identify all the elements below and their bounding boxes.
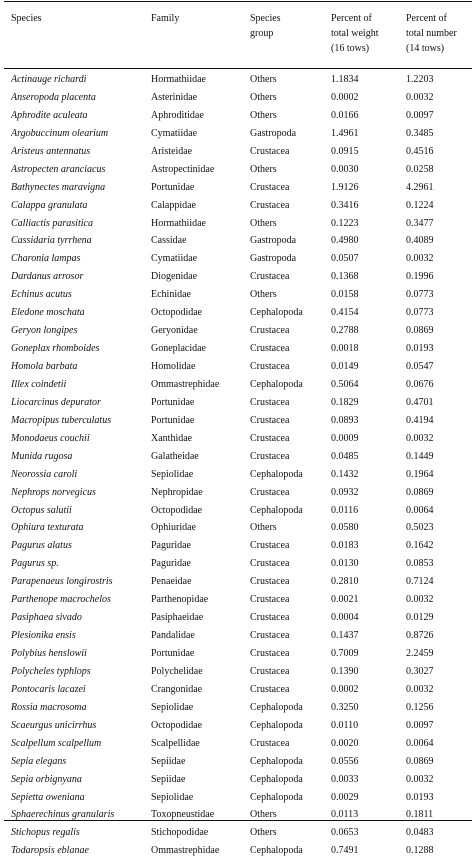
- cell-species-group: Gastropoda: [250, 253, 297, 265]
- cell-percent-number: 0.0869: [406, 755, 434, 767]
- cell-percent-number: 0.5023: [406, 522, 434, 534]
- cell-percent-weight: 0.1368: [331, 271, 359, 283]
- cell-family: Asterinidae: [151, 91, 198, 103]
- cell-percent-number: 0.0258: [406, 163, 434, 175]
- cell-species-group: Gastropoda: [250, 235, 297, 247]
- cell-percent-number: 0.0869: [406, 486, 434, 498]
- cell-species-group: Cephalopoda: [250, 504, 303, 516]
- cell-species-group: Crustacea: [250, 630, 290, 642]
- table-row: [0, 824, 475, 842]
- cell-species: Macropipus tuberculatus: [11, 414, 112, 426]
- cell-percent-number: 1.2203: [406, 74, 434, 85]
- cell-percent-weight: 0.0485: [331, 450, 359, 462]
- cell-percent-number: 0.0064: [406, 504, 434, 516]
- cell-species-group: Others: [250, 522, 277, 534]
- cell-species-group: Crustacea: [250, 343, 290, 355]
- cell-species-group: Cephalopoda: [250, 701, 303, 713]
- cell-family: Cymatiidae: [151, 253, 198, 265]
- table-row: [0, 771, 475, 789]
- cell-species-group: Crustacea: [250, 648, 290, 659]
- table-row: [0, 197, 475, 215]
- cell-percent-weight: 0.0113: [331, 809, 359, 821]
- cell-species: Echinus acutus: [11, 289, 72, 301]
- cell-species: Nephrops norvegicus: [11, 486, 96, 498]
- cell-species: Sepia elegans: [11, 755, 67, 767]
- cell-family: Diogenidae: [151, 271, 198, 283]
- table-row: [0, 735, 475, 753]
- table-row: [0, 286, 475, 304]
- cell-species: Todaropsis eblanae: [11, 845, 89, 857]
- cell-percent-weight: 0.1829: [331, 396, 359, 408]
- cell-percent-weight: 0.0507: [331, 253, 359, 265]
- cell-family: Hormathiidae: [151, 74, 206, 85]
- cell-percent-number: 0.0097: [406, 109, 434, 121]
- cell-species-group: Others: [250, 809, 277, 821]
- cell-percent-number: 0.0547: [406, 361, 434, 372]
- cell-family: Portunidae: [151, 648, 195, 659]
- cell-family: Goneplacidae: [151, 343, 206, 355]
- cell-percent-number: 0.7124: [406, 576, 434, 588]
- cell-species-group: Crustacea: [250, 414, 290, 426]
- cell-percent-weight: 0.5064: [331, 378, 359, 390]
- table-row: [0, 717, 475, 735]
- cell-percent-number: 0.0483: [406, 827, 434, 839]
- cell-percent-weight: 0.7009: [331, 648, 359, 659]
- cell-percent-weight: 0.1390: [331, 665, 359, 677]
- cell-species-group: Cephalopoda: [250, 845, 303, 857]
- cell-family: Sepiidae: [151, 773, 186, 785]
- cell-species: Bathynectes maravigna: [11, 181, 106, 193]
- table-row: [0, 448, 475, 466]
- table-top-rule: [4, 1, 472, 2]
- cell-family: Ophiuridae: [151, 522, 196, 534]
- table-row: [0, 573, 475, 591]
- cell-percent-number: 0.0129: [406, 612, 434, 624]
- cell-species: Dardanus arrosor: [11, 271, 84, 283]
- table-row: [0, 555, 475, 573]
- cell-percent-weight: 0.0149: [331, 361, 359, 372]
- cell-family: Portunidae: [151, 414, 195, 426]
- table-row: [0, 753, 475, 771]
- cell-percent-number: 0.0032: [406, 253, 434, 265]
- cell-family: Pandalidae: [151, 630, 195, 642]
- cell-percent-number: 0.0676: [406, 378, 434, 390]
- cell-species: Polycheles typhlops: [11, 665, 91, 677]
- cell-species: Sepietta oweniana: [11, 791, 85, 803]
- table-row: [0, 250, 475, 268]
- table-row: [0, 663, 475, 681]
- table-row: [0, 215, 475, 233]
- cell-species: Astropecten aranciacus: [11, 163, 106, 175]
- cell-species: Liocarcinus depurator: [11, 396, 101, 408]
- cell-percent-weight: 0.0021: [331, 594, 359, 606]
- table-row: [0, 376, 475, 394]
- cell-percent-number: 0.0773: [406, 307, 434, 319]
- cell-family: Galatheidae: [151, 450, 199, 462]
- cell-percent-number: 0.4194: [406, 414, 434, 426]
- cell-percent-weight: 0.0002: [331, 91, 359, 103]
- cell-percent-number: 0.4089: [406, 235, 434, 247]
- cell-percent-weight: 0.7491: [331, 845, 359, 857]
- cell-percent-number: 2.2459: [406, 648, 434, 659]
- cell-species: Pasiphaea sivado: [11, 612, 82, 624]
- cell-species-group: Crustacea: [250, 486, 290, 498]
- cell-percent-number: 0.3485: [406, 127, 434, 139]
- table-row: [0, 412, 475, 430]
- cell-species-group: Crustacea: [250, 396, 290, 408]
- cell-percent-number: 0.1964: [406, 468, 434, 480]
- table-row: [0, 645, 475, 663]
- cell-percent-number: 0.0032: [406, 773, 434, 785]
- cell-percent-number: 0.8726: [406, 630, 434, 642]
- header-family: Family: [151, 13, 180, 24]
- cell-species-group: Crustacea: [250, 145, 290, 157]
- table-header-rule: [4, 68, 472, 69]
- cell-family: Polychelidae: [151, 665, 203, 677]
- cell-family: Cassidae: [151, 235, 187, 247]
- cell-percent-number: 0.4516: [406, 145, 434, 157]
- cell-family: Paguridae: [151, 540, 191, 552]
- cell-percent-weight: 1.4961: [331, 127, 359, 139]
- cell-percent-weight: 0.1223: [331, 217, 359, 229]
- cell-percent-number: 0.0032: [406, 432, 434, 444]
- cell-species-group: Crustacea: [250, 181, 290, 193]
- cell-species: Geryon longipes: [11, 325, 78, 337]
- cell-percent-weight: 0.1437: [331, 630, 359, 642]
- cell-percent-number: 0.0869: [406, 325, 434, 337]
- table-row: [0, 125, 475, 143]
- cell-percent-weight: 0.0029: [331, 791, 359, 803]
- cell-percent-number: 0.0853: [406, 558, 434, 570]
- cell-percent-number: 0.1642: [406, 540, 434, 552]
- cell-percent-weight: 0.0932: [331, 486, 359, 498]
- cell-species: Munida rugosa: [11, 450, 73, 462]
- cell-family: Ommastrephidae: [151, 845, 220, 857]
- cell-family: Scalpellidae: [151, 737, 200, 749]
- cell-percent-weight: 0.3250: [331, 701, 359, 713]
- cell-species-group: Others: [250, 827, 277, 839]
- cell-species: Pontocaris lacazei: [11, 683, 86, 695]
- cell-family: Cymatiidae: [151, 127, 198, 139]
- cell-species: Parapenaeus longirostris: [11, 576, 113, 588]
- cell-species-group: Cephalopoda: [250, 791, 303, 803]
- table-row: [0, 484, 475, 502]
- cell-species-group: Cephalopoda: [250, 719, 303, 731]
- table-row: [0, 430, 475, 448]
- cell-percent-weight: 0.2810: [331, 576, 359, 588]
- cell-species-group: Cephalopoda: [250, 755, 303, 767]
- cell-species-group: Gastropoda: [250, 127, 297, 139]
- cell-family: Homolidae: [151, 361, 196, 372]
- cell-percent-number: 0.1811: [406, 809, 434, 821]
- table-row: [0, 627, 475, 645]
- table-row: [0, 232, 475, 250]
- cell-species-group: Cephalopoda: [250, 307, 303, 319]
- cell-percent-number: 0.1449: [406, 450, 434, 462]
- cell-percent-number: 4.2961: [406, 181, 434, 193]
- cell-species: Aphrodite aculeata: [11, 109, 88, 121]
- table-row: [0, 394, 475, 412]
- header-percent-number: Percent of total number (14 tows): [406, 13, 457, 54]
- cell-species-group: Cephalopoda: [250, 773, 303, 785]
- table-row: [0, 358, 475, 376]
- cell-species-group: Others: [250, 217, 277, 229]
- cell-species: Parthenope macrochelos: [11, 594, 111, 606]
- cell-percent-number: 0.0193: [406, 343, 434, 355]
- cell-percent-number: 0.3027: [406, 665, 434, 677]
- cell-species: Scalpellum scalpellum: [11, 737, 102, 749]
- cell-percent-number: 0.1256: [406, 701, 434, 713]
- cell-family: Toxopneustidae: [151, 809, 215, 821]
- table-row: [0, 268, 475, 286]
- cell-percent-weight: 0.0556: [331, 755, 359, 767]
- table-row: [0, 591, 475, 609]
- table-row: [0, 71, 475, 89]
- cell-percent-weight: 0.0166: [331, 109, 359, 121]
- cell-species-group: Cephalopoda: [250, 378, 303, 390]
- cell-species: Illex coindetii: [11, 378, 67, 390]
- cell-species-group: Crustacea: [250, 325, 290, 337]
- table-row: [0, 322, 475, 340]
- table-row: [0, 161, 475, 179]
- cell-species: Charonia lampas: [11, 253, 81, 265]
- cell-species-group: Others: [250, 109, 277, 121]
- cell-percent-weight: 0.0116: [331, 504, 359, 516]
- cell-percent-weight: 0.0580: [331, 522, 359, 534]
- cell-family: Echinidae: [151, 289, 191, 301]
- cell-percent-weight: 0.0893: [331, 414, 359, 426]
- cell-family: Sepiidae: [151, 755, 186, 767]
- cell-family: Sepiolidae: [151, 791, 194, 803]
- cell-family: Hormathiidae: [151, 217, 206, 229]
- table-row: [0, 179, 475, 197]
- cell-family: Stichopodidae: [151, 827, 209, 839]
- cell-family: Pasiphaeidae: [151, 612, 204, 624]
- cell-percent-number: 0.4701: [406, 396, 434, 408]
- cell-family: Astropectinidae: [151, 163, 215, 175]
- cell-species-group: Crustacea: [250, 271, 290, 283]
- cell-species-group: Crustacea: [250, 594, 290, 606]
- cell-species-group: Crustacea: [250, 737, 290, 749]
- cell-percent-weight: 0.0018: [331, 343, 359, 355]
- cell-species-group: Crustacea: [250, 683, 290, 695]
- cell-family: Penaeidae: [151, 576, 192, 588]
- cell-species: Sepia orbignyana: [11, 773, 82, 785]
- table-body: [0, 71, 475, 860]
- cell-percent-weight: 0.4980: [331, 235, 359, 247]
- table-row: [0, 89, 475, 107]
- cell-family: Xanthidae: [151, 432, 193, 444]
- cell-species: Monodaeus couchii: [11, 432, 90, 444]
- table-row: [0, 609, 475, 627]
- cell-percent-number: 0.1224: [406, 199, 434, 211]
- table-row: [0, 681, 475, 699]
- cell-percent-weight: 0.4154: [331, 307, 359, 319]
- header-percent-weight: Percent of total weight (16 tows): [331, 13, 379, 54]
- cell-family: Portunidae: [151, 396, 195, 408]
- cell-percent-weight: 0.0915: [331, 145, 359, 157]
- cell-family: Crangonidae: [151, 683, 203, 695]
- table-row: [0, 842, 475, 860]
- cell-family: Parthenopidae: [151, 594, 209, 606]
- table-row: [0, 143, 475, 161]
- table-row: [0, 789, 475, 807]
- cell-percent-weight: 1.1834: [331, 74, 359, 85]
- cell-family: Octopodidae: [151, 504, 203, 516]
- cell-species-group: Others: [250, 163, 277, 175]
- header-species: Species: [11, 13, 42, 24]
- cell-species-group: Crustacea: [250, 612, 290, 624]
- cell-species: Neorossia caroli: [11, 468, 78, 480]
- cell-species-group: Crustacea: [250, 665, 290, 677]
- cell-family: Octopodidae: [151, 307, 203, 319]
- cell-species: Calliactis parasitica: [11, 217, 93, 229]
- cell-percent-weight: 0.2788: [331, 325, 359, 337]
- cell-species: Octopus salutii: [11, 504, 72, 516]
- cell-family: Sepiolidae: [151, 468, 194, 480]
- cell-percent-number: 0.0193: [406, 791, 434, 803]
- cell-percent-weight: 0.0009: [331, 432, 359, 444]
- header-species-group: Species group: [250, 13, 281, 39]
- cell-species-group: Crustacea: [250, 540, 290, 552]
- cell-percent-number: 0.0773: [406, 289, 434, 301]
- cell-species: Cassidaria tyrrhena: [11, 235, 92, 247]
- cell-species-group: Crustacea: [250, 558, 290, 570]
- table-row: [0, 519, 475, 537]
- cell-family: Paguridae: [151, 558, 191, 570]
- cell-species: Stichopus regalis: [11, 827, 80, 839]
- cell-percent-weight: 0.0002: [331, 683, 359, 695]
- cell-percent-weight: 0.0030: [331, 163, 359, 175]
- cell-species-group: Crustacea: [250, 199, 290, 211]
- cell-species: Sphaerechinus granularis: [11, 809, 115, 821]
- cell-family: Aphroditidae: [151, 109, 204, 121]
- cell-species: Polybius henslowii: [11, 648, 87, 659]
- cell-percent-number: 0.0097: [406, 719, 434, 731]
- cell-percent-weight: 0.3416: [331, 199, 359, 211]
- cell-species-group: Cephalopoda: [250, 468, 303, 480]
- cell-percent-weight: 0.0110: [331, 719, 359, 731]
- cell-species: Calappa granulata: [11, 199, 88, 211]
- cell-species-group: Others: [250, 74, 277, 85]
- cell-species: Argobuccinum olearium: [11, 127, 109, 139]
- cell-species: Goneplax rhomboides: [11, 343, 100, 355]
- cell-species: Anseropoda placenta: [11, 91, 96, 103]
- cell-species: Aristeus antennatus: [11, 145, 91, 157]
- cell-family: Aristeidae: [151, 145, 193, 157]
- cell-percent-number: 0.1288: [406, 845, 434, 857]
- cell-percent-weight: 0.0158: [331, 289, 359, 301]
- table-row: [0, 537, 475, 555]
- cell-species-group: Others: [250, 289, 277, 301]
- table-row: [0, 304, 475, 322]
- cell-species-group: Crustacea: [250, 361, 290, 372]
- cell-species-group: Crustacea: [250, 432, 290, 444]
- cell-family: Ommastrephidae: [151, 378, 220, 390]
- table-header: [0, 11, 475, 65]
- table-row: [0, 502, 475, 520]
- cell-percent-number: 0.0032: [406, 594, 434, 606]
- cell-percent-weight: 0.1432: [331, 468, 359, 480]
- cell-species: Homola barbata: [11, 361, 78, 372]
- cell-family: Geryonidae: [151, 325, 198, 337]
- cell-species: Pagurus sp.: [11, 558, 59, 570]
- table-row: [0, 806, 475, 824]
- cell-species: Plesionika ensis: [11, 630, 76, 642]
- cell-species: Ophiura texturata: [11, 522, 84, 534]
- cell-family: Calappidae: [151, 199, 196, 211]
- cell-percent-number: 0.0032: [406, 91, 434, 103]
- cell-species: Actinauge richardi: [11, 74, 87, 85]
- cell-species-group: Others: [250, 91, 277, 103]
- cell-percent-number: 0.1996: [406, 271, 434, 283]
- cell-percent-weight: 0.0130: [331, 558, 359, 570]
- table-row: [0, 340, 475, 358]
- cell-percent-weight: 1.9126: [331, 181, 359, 193]
- cell-percent-number: 0.0064: [406, 737, 434, 749]
- cell-percent-weight: 0.0004: [331, 612, 359, 624]
- cell-percent-number: 0.3477: [406, 217, 434, 229]
- table-row: [0, 107, 475, 125]
- cell-family: Portunidae: [151, 181, 195, 193]
- cell-species: Scaeurgus unicirrhus: [11, 719, 97, 731]
- cell-family: Octopodidae: [151, 719, 203, 731]
- cell-percent-weight: 0.0020: [331, 737, 359, 749]
- cell-percent-weight: 0.0183: [331, 540, 359, 552]
- table-bottom-rule: [4, 820, 472, 821]
- cell-species: Pagurus alatus: [11, 540, 72, 552]
- cell-species: Eledone moschata: [11, 307, 85, 319]
- table-row: [0, 466, 475, 484]
- cell-species-group: Crustacea: [250, 450, 290, 462]
- cell-percent-number: 0.0032: [406, 683, 434, 695]
- cell-family: Nephropidae: [151, 486, 203, 498]
- cell-species-group: Crustacea: [250, 576, 290, 588]
- table-row: [0, 699, 475, 717]
- cell-family: Sepiolidae: [151, 701, 194, 713]
- cell-percent-weight: 0.0653: [331, 827, 359, 839]
- cell-species: Rossia macrosoma: [11, 701, 87, 713]
- cell-percent-weight: 0.0033: [331, 773, 359, 785]
